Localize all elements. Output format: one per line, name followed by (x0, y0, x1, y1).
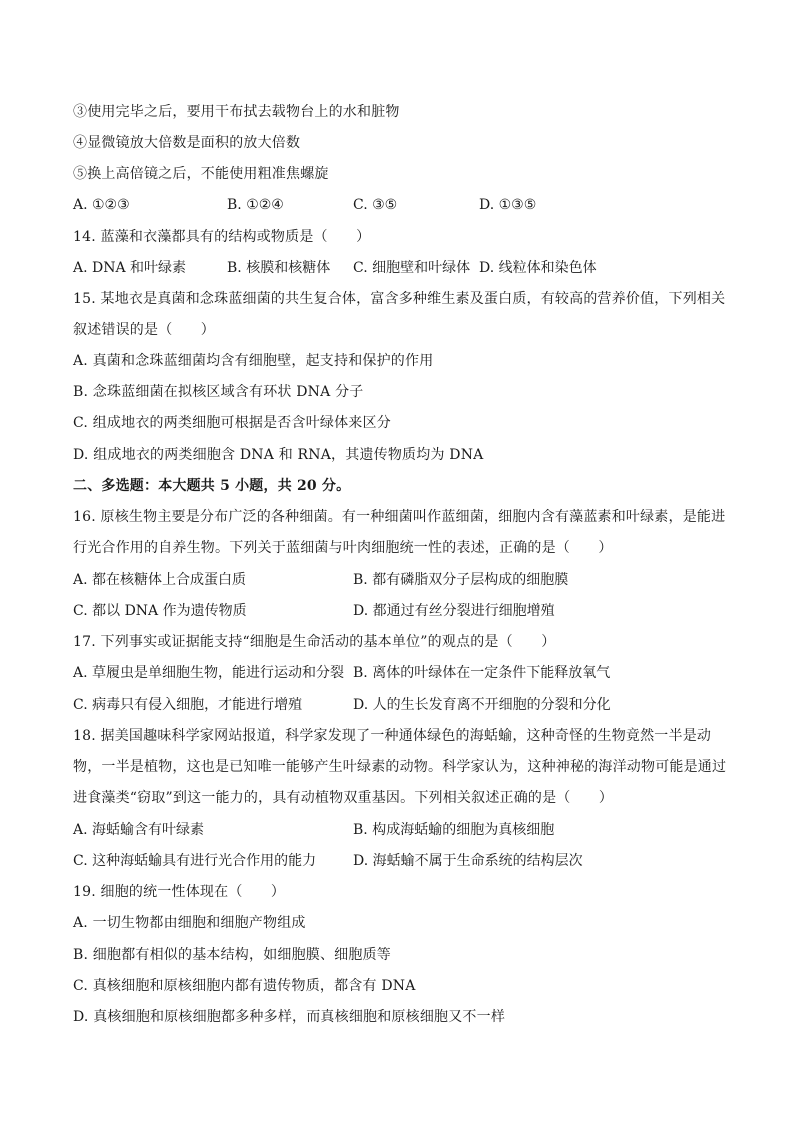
q19-option-b[interactable]: B. 细胞都有相似的基本结构，如细胞膜、细胞质等 (73, 947, 391, 963)
section-heading-multiple-choice: 二、多选题：本大题共 5 小题，共 20 分。 (73, 478, 351, 494)
q14-options (73, 259, 723, 277)
q15-stem-line-1: 15. 某地衣是真菌和念珠蓝细菌的共生复合体，富含多种维生素及蛋白质，有较高的营养价值，下列相关 (73, 291, 726, 307)
q13-option-c[interactable]: C. ③⑤ (353, 197, 398, 213)
q18-options-row-1 (73, 821, 723, 839)
q18-stem-line-2: 物，一半是植物，这也是已知唯一能够产生叶绿素的动物。科学家认为，这种神秘的海洋动物可能是通过 (73, 759, 727, 775)
q15-option-c[interactable]: C. 组成地衣的两类细胞可根据是否含叶绿体来区分 (73, 415, 391, 431)
q14-option-b[interactable]: B. 核膜和核糖体 (227, 260, 331, 276)
q15-option-b[interactable]: B. 念珠蓝细菌在拟核区域含有环状 DNA 分子 (73, 384, 364, 400)
q13-statement-5: ⑤换上高倍镜之后，不能使用粗准焦螺旋 (73, 166, 329, 182)
q14-option-c[interactable]: C. 细胞壁和叶绿体 (353, 260, 471, 276)
q16-option-b[interactable]: B. 都有磷脂双分子层构成的细胞膜 (353, 572, 569, 588)
q18-options-row-2 (73, 852, 723, 870)
q16-option-a[interactable]: A. 都在核糖体上合成蛋白质 (73, 572, 247, 588)
q13-option-d[interactable]: D. ①③⑤ (479, 197, 537, 213)
q13-statement-4: ④显微镜放大倍数是面积的放大倍数 (73, 135, 301, 151)
q14-option-d[interactable]: D. 线粒体和染色体 (479, 260, 597, 276)
q18-option-c[interactable]: C. 这种海蛞蝓具有进行光合作用的能力 (73, 853, 317, 869)
q14-option-a[interactable]: A. DNA 和叶绿素 (73, 260, 187, 276)
q17-option-d[interactable]: D. 人的生长发育离不开细胞的分裂和分化 (353, 697, 611, 713)
q18-option-a[interactable]: A. 海蛞蝓含有叶绿素 (73, 822, 205, 838)
q16-options-row-2 (73, 602, 723, 620)
q16-options-row-1 (73, 571, 723, 589)
q14-stem: 14. 蓝藻和衣藻都具有的结构或物质是（ ） (73, 229, 371, 245)
q18-stem-line-1: 18. 据美国趣味科学家网站报道，科学家发现了一种通体绿色的海蛞蝓，这种奇怪的生物竟然一半是动 (73, 728, 712, 744)
q13-statement-3: ③使用完毕之后，要用干布拭去载物台上的水和脏物 (73, 104, 400, 120)
q17-option-b[interactable]: B. 离体的叶绿体在一定条件下能释放氧气 (353, 665, 611, 681)
q13-option-a[interactable]: A. ①②③ (73, 197, 130, 213)
q16-option-d[interactable]: D. 都通过有丝分裂进行细胞增殖 (353, 603, 555, 619)
q18-option-b[interactable]: B. 构成海蛞蝓的细胞为真核细胞 (353, 822, 555, 838)
q19-option-d[interactable]: D. 真核细胞和原核细胞都多种多样，而真核细胞和原核细胞又不一样 (73, 1009, 506, 1025)
q17-options-row-2 (73, 696, 723, 714)
q16-option-c[interactable]: C. 都以 DNA 作为遗传物质 (73, 603, 247, 619)
q19-option-c[interactable]: C. 真核细胞和原核细胞内都有遗传物质，都含有 DNA (73, 978, 416, 994)
q16-stem-line-1: 16. 原核生物主要是分布广泛的各种细菌。有一种细菌叫作蓝细菌，细胞内含有藻蓝素和叶绿素，是能进 (73, 509, 726, 525)
q15-option-a[interactable]: A. 真菌和念珠蓝细菌均含有细胞壁，起支持和保护的作用 (73, 353, 434, 369)
q15-option-d[interactable]: D. 组成地衣的两类细胞含 DNA 和 RNA，其遗传物质均为 DNA (73, 447, 484, 463)
q17-options-row-1 (73, 664, 723, 682)
q19-option-a[interactable]: A. 一切生物都由细胞和细胞产物组成 (73, 915, 306, 931)
q13-option-b[interactable]: B. ①②④ (227, 197, 284, 213)
q18-stem-line-3: 进食藻类“窃取”到这一能力的，具有动植物双重基因。下列相关叙述正确的是（ ） (73, 790, 614, 806)
q16-stem-line-2: 行光合作用的自养生物。下列关于蓝细菌与叶肉细胞统一性的表述，正确的是（ ） (73, 540, 613, 556)
q15-stem-line-2: 叙述错误的是（ ） (73, 322, 215, 338)
q17-option-a[interactable]: A. 草履虫是单细胞生物，能进行运动和分裂 (73, 665, 345, 681)
q18-option-d[interactable]: D. 海蛞蝓不属于生命系统的结构层次 (353, 853, 583, 869)
q17-option-c[interactable]: C. 病毒只有侵入细胞，才能进行增殖 (73, 697, 303, 713)
q13-options (73, 196, 723, 214)
q17-stem: 17. 下列事实或证据能支持“细胞是生命活动的基本单位”的观点的是（ ） (73, 634, 556, 650)
q19-stem: 19. 细胞的统一性体现在（ ） (73, 884, 286, 900)
